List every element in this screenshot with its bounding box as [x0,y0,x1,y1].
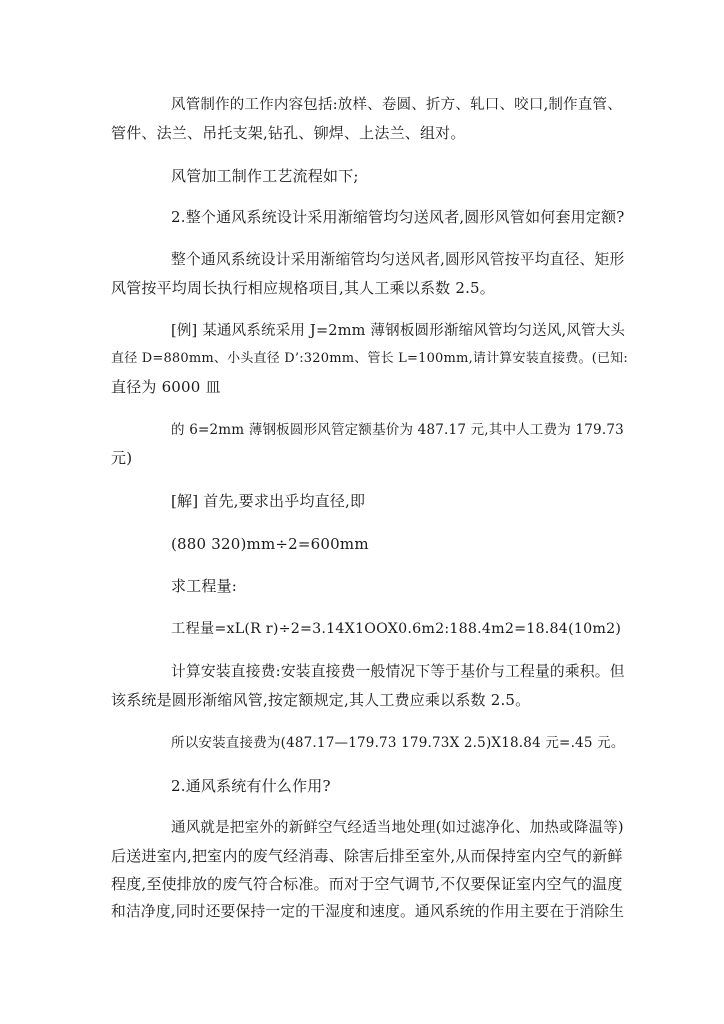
text-line: 计算安装直接费:安装直接费一般情况下等于基价与工程量的乘积。但 [171,663,625,680]
text-line: (880 320)mm÷2=600mm [171,535,369,553]
text-line: [例] 某通风系统采用 J=2mm 薄钢板圆形渐缩风管均匀送风,风管大头 [171,323,626,339]
text-line: 直径 D=880mm、小头直径 D’:320mm、管长 L=100mm,请计算安装直接费。(已知: [111,351,628,366]
section-heading: 2.通风系统有什么作用? [171,777,331,795]
text-line: 所以安装直接费为(487.17—179.73 179.73X 2.5)X18.84 元=.45 元。 [171,735,625,751]
text-line: 整个通风系统设计采用渐缩管均匀送风者,圆形风管按平均直径、矩形 [171,251,625,268]
text-line: 直径为 6000 皿 [111,378,221,396]
text-line: 风管制作的工作内容包括:放样、卷圆、折方、轧口、咬口,制作直管、 [171,97,622,113]
text-line: 求工程量: [171,577,238,595]
text-line: 程度,至使排放的废气符合标准。而对于空气调节,不仅要保证室内空气的温度 [111,875,623,893]
text-line: 元) [111,449,133,467]
text-line: 和洁净度,同时还要保持一定的干湿度和速度。通风系统的作用主要在于消除生 [111,903,625,920]
text-line: 风管按平均周长执行相应规格项目,其人工乘以系数 2.5。 [111,279,495,297]
text-line: 后送进室内,把室内的废气经消毒、除害后排至室外,从而保持室内空气的新鲜 [111,847,623,865]
text-line: 风管加工制作工艺流程如下; [171,167,359,185]
text-line: 通风就是把室外的新鲜空气经适当地处理(如过滤净化、加热或降温等) [171,820,624,836]
text-line: 该系统是圆形渐缩风管,按定额规定,其人工费应乘以系数 2.5。 [111,691,531,709]
text-line: 管件、法兰、吊托支架,钻孔、铆焊、上法兰、组对。 [111,124,466,142]
text-line: 2.整个通风系统设计采用渐缩管均匀送风者,圆形风管如何套用定额? [171,208,625,226]
text-line: 的 6=2mm 薄钢板圆形风管定额基价为 487.17 元,其中人工费为 179.73 [171,422,624,438]
text-line: 工程量=xL(R r)÷2=3.14X1OOX0.6m2:188.4m2=18.84(10m2) [171,621,622,637]
text-line: [解] 首先,要求出乎均直径,即 [171,492,366,510]
